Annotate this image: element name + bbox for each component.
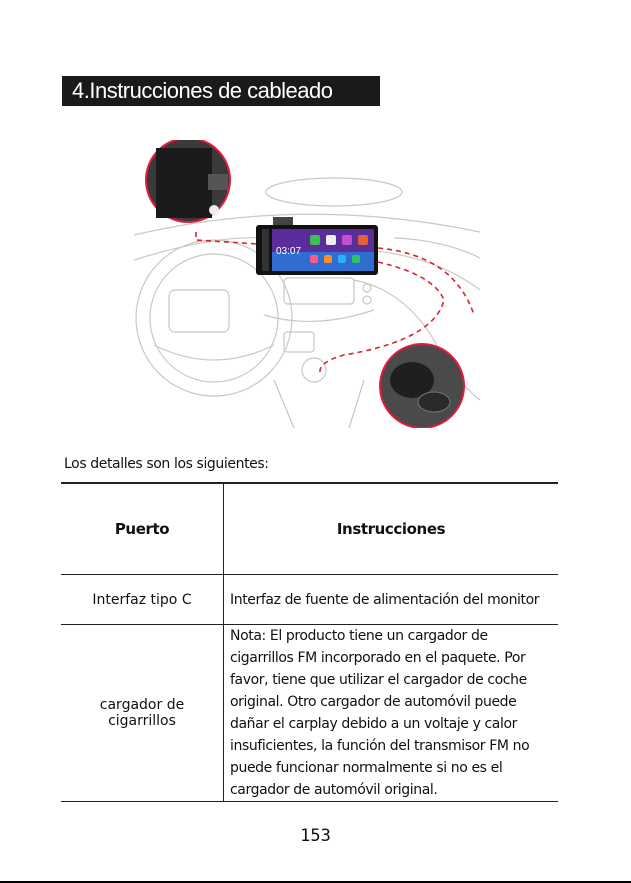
details-heading: Los detalles son los siguientes: (64, 456, 269, 472)
page-number: 153 (300, 826, 331, 846)
header-instructions: Instrucciones (224, 483, 559, 575)
table-row (61, 625, 558, 802)
instructions-cell: Nota: El producto tiene un cargador de cigarrillos FM incorporado en el paquete. Por favor, tiene que utilizar el cargador de coche original. Otro cargador de automóvil puede dañar el carplay debido a un voltaje y calor insuficientes, la función del transmisor FM no puede funcionar normalmente si no es el cargador de automóvil original. (224, 625, 559, 802)
table-row (61, 575, 558, 625)
instructions-cell: Interfaz de fuente de alimentación del monitor (224, 575, 559, 625)
table-header-row (61, 483, 558, 575)
header-port: Puerto (61, 483, 224, 575)
port-cell: Interfaz tipo C (61, 575, 224, 625)
screen-clock: 03:07 (276, 246, 302, 257)
wiring-illustration (134, 140, 480, 428)
port-cell: cargador de cigarrillos (61, 625, 224, 802)
section-title: 4.Instrucciones de cableado (62, 76, 380, 106)
wiring-table (61, 482, 558, 802)
